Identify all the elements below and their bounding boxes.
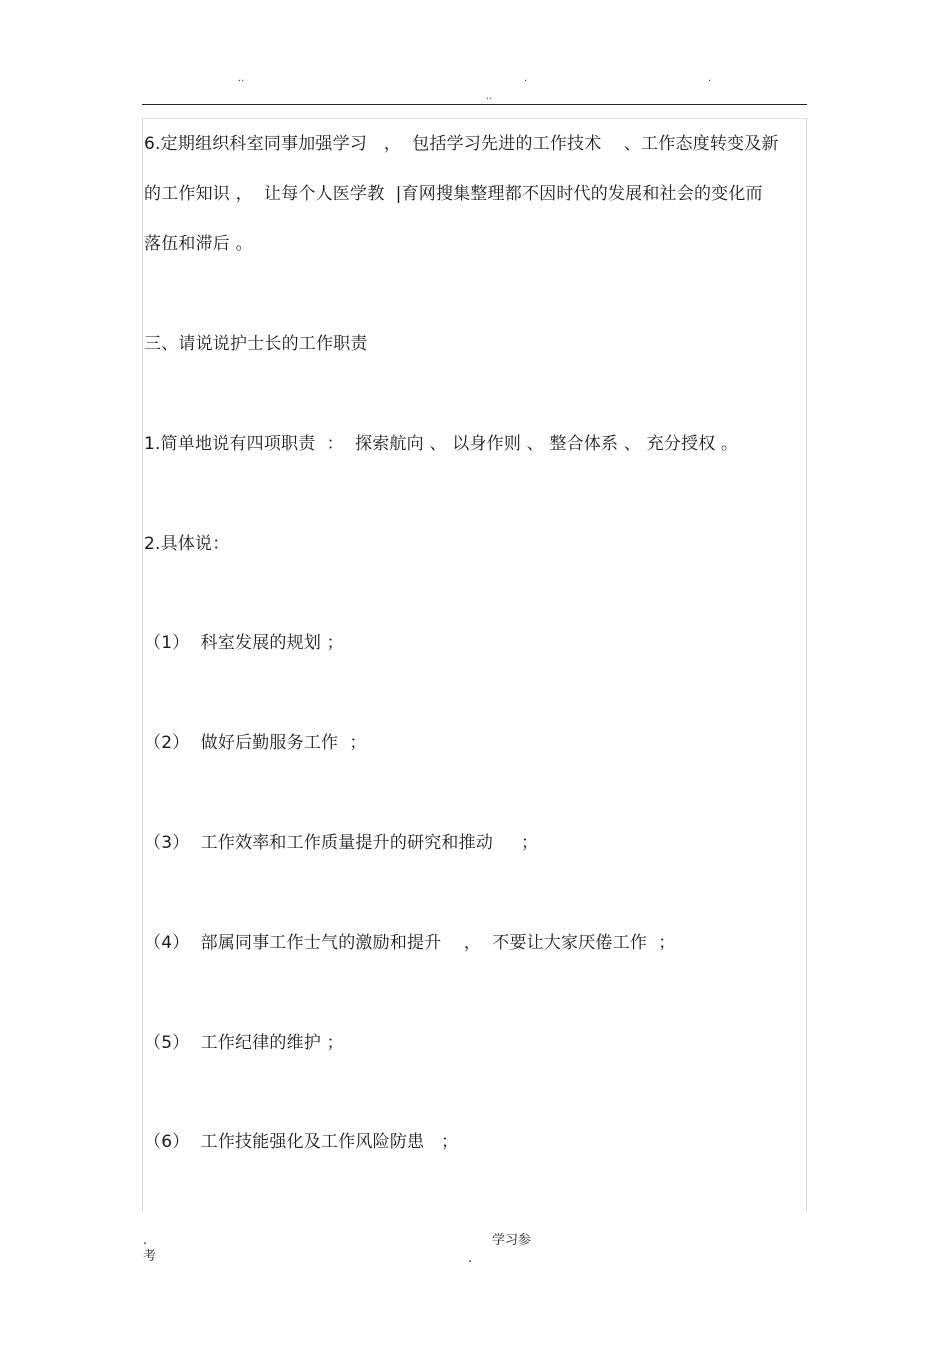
paragraph-6-line-1: 6.定期组织科室同事加强学习 ， 包括学习先进的工作技术 、工作态度转变及新 — [144, 134, 779, 154]
frame-right-border — [806, 118, 807, 1211]
header-mark-1: .. — [238, 73, 245, 84]
footer-mark-left: . — [143, 1233, 148, 1248]
footer-reference-bottom: 考 — [143, 1249, 157, 1264]
frame-left-border — [142, 118, 143, 1211]
frame-top-border — [142, 118, 807, 119]
item-2: 2.具体说： — [144, 534, 230, 554]
paragraph-6-line-2: 的工作知识 ， 让每个人医学教 |育网搜集整理都不因时代的发展和社会的变化而 — [144, 184, 763, 204]
paragraph-6-line-3: 落伍和滞后 。 — [144, 234, 253, 254]
header-mark-3: . — [708, 73, 712, 84]
sub-item-2: （2） 做好后勤服务工作 ； — [144, 733, 367, 753]
footer-mark-right: . — [468, 1251, 473, 1266]
header-mark-2: . — [524, 73, 528, 84]
sub-item-4: （4） 部属同事工作士气的激励和提升 ， 不要让大家厌倦工作 ； — [144, 933, 676, 953]
sub-item-3: （3） 工作效率和工作质量提升的研究和推动 ； — [144, 833, 539, 853]
item-1: 1.简单地说有四项职责 ： 探索航向 、 以身作则 、 整合体系 、 充分授权 。 — [144, 434, 739, 454]
section-3-heading: 三、请说说护士长的工作职责 — [144, 334, 368, 354]
header-mark-4: .. — [486, 91, 493, 102]
sub-item-6: （6） 工作技能强化及工作风险防患 ； — [144, 1132, 459, 1152]
footer-reference-top: 学习参 — [492, 1233, 532, 1248]
header-rule — [142, 104, 807, 105]
sub-item-5: （5） 工作纪律的维护 ； — [144, 1033, 344, 1053]
sub-item-1: （1） 科室发展的规划 ； — [144, 633, 344, 653]
